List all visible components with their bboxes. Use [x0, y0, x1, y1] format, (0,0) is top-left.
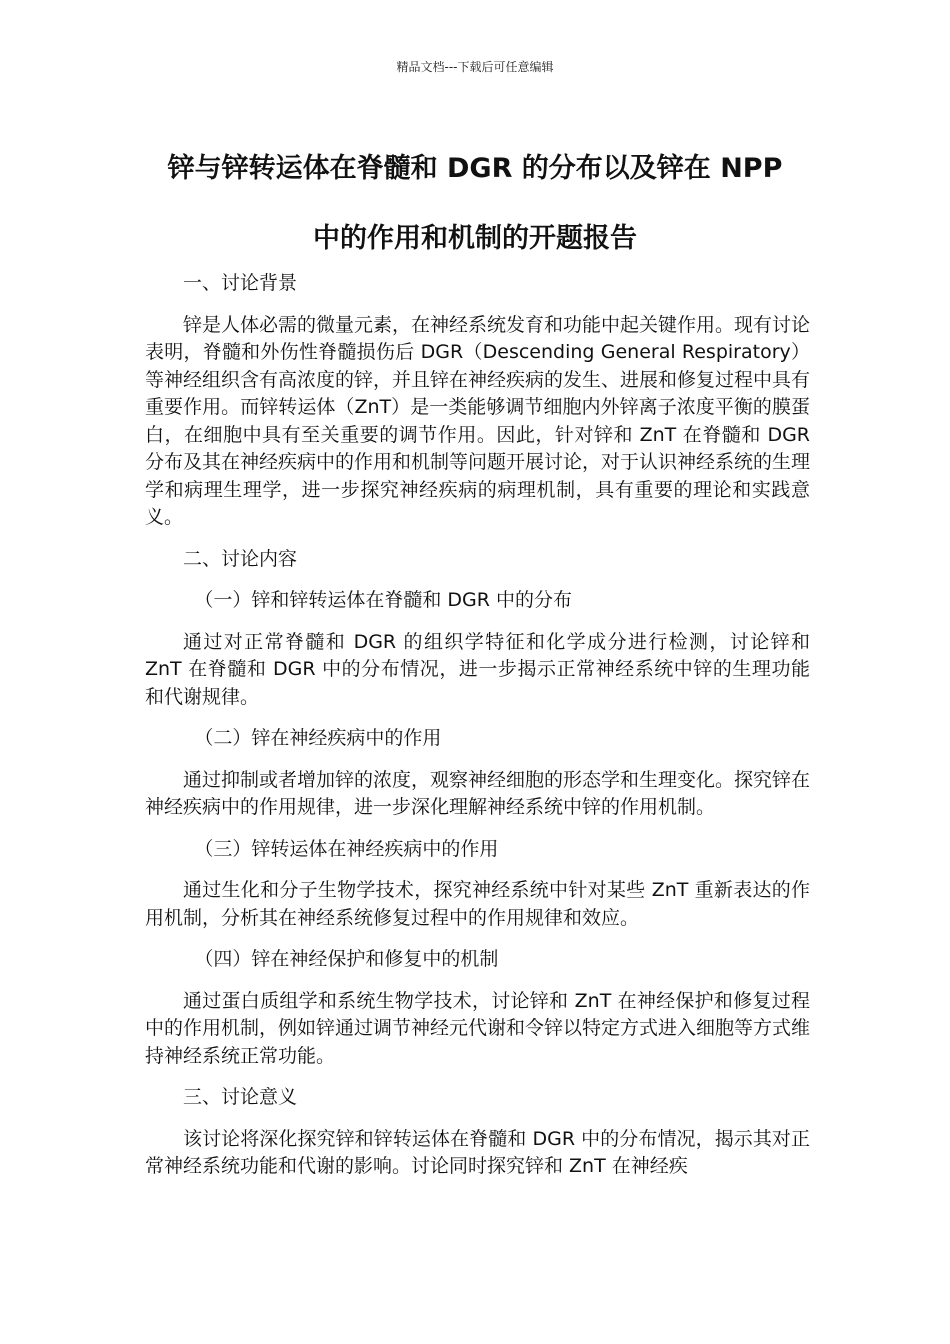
subsection-heading-2: （二）锌在神经疾病中的作用: [194, 727, 442, 749]
section-heading-content: 二、讨论内容: [183, 547, 298, 570]
subsection-heading-3: （三）锌转运体在神经疾病中的作用: [194, 837, 499, 860]
paragraph-background: 锌是人体必需的微量元素，在神经系统发育和功能中起关键作用。现有讨论表明，脊髓和外伤性脊髓损伤后 DGR（Descending General Respiratory）等神经组织含有高浓度的锌，并且锌在神经疾病的发生、进展和修复过程中具有重要作用。而锌转运体（ZnT）是一类能够调节细胞内外锌离子浓度平衡的膜蛋白，在细胞中具有至关重要的调节作用。因此，针对锌和 ZnT 在脊髓和 DGR 分布及其在神经疾病中的作用和机制等问题开展讨论，对于认识神经系统的生理学和病理生理学，进一步探究神经疾病的病理机制，具有重要的理论和实践意义。: [145, 313, 811, 528]
subsection-heading-4: （四）锌在神经保护和修复中的机制: [194, 948, 499, 970]
section-heading-significance: 三、讨论意义: [183, 1086, 298, 1108]
title-line-2: 中的作用和机制的开题报告: [313, 223, 637, 254]
document-body: [145, 270, 810, 1195]
section-heading-background: 一、讨论背景: [183, 272, 298, 294]
document-title: [100, 134, 850, 274]
paragraph-mechanism: 通过蛋白质组学和系统生物学技术，讨论锌和 ZnT 在神经保护和修复过程中的作用机制，例如锌通过调节神经元代谢和令锌以特定方式进入细胞等方式维持神经系统正常功能。: [145, 989, 811, 1067]
subsection-heading-1: （一）锌和锌转运体在脊髓和 DGR 中的分布: [194, 589, 573, 611]
title-line-1: 锌与锌转运体在脊髓和 DGR 的分布以及锌在 NPP: [167, 153, 783, 184]
paragraph-distribution: 通过对正常脊髓和 DGR 的组织学特征和化学成分进行检测，讨论锌和 ZnT 在脊髓和 DGR 中的分布情况，进一步揭示正常神经系统中锌的生理功能和代谢规律。: [145, 630, 810, 708]
paragraph-znt-role: 通过生化和分子生物学技术，探究神经系统中针对某些 ZnT 重新表达的作用机制，分析其在神经系统修复过程中的作用规律和效应。: [145, 879, 810, 929]
paragraph-significance: 该讨论将深化探究锌和锌转运体在脊髓和 DGR 中的分布情况，揭示其对正常神经系统功能和代谢的影响。讨论同时探究锌和 ZnT 在神经疾: [145, 1127, 810, 1177]
header-note: 精品文档---下载后可任意编辑: [396, 60, 554, 74]
paragraph-zinc-role: 通过抑制或者增加锌的浓度，观察神经细胞的形态学和生理变化。探究锌在神经疾病中的作用规律，进一步深化理解神经系统中锌的作用机制。: [145, 768, 811, 818]
